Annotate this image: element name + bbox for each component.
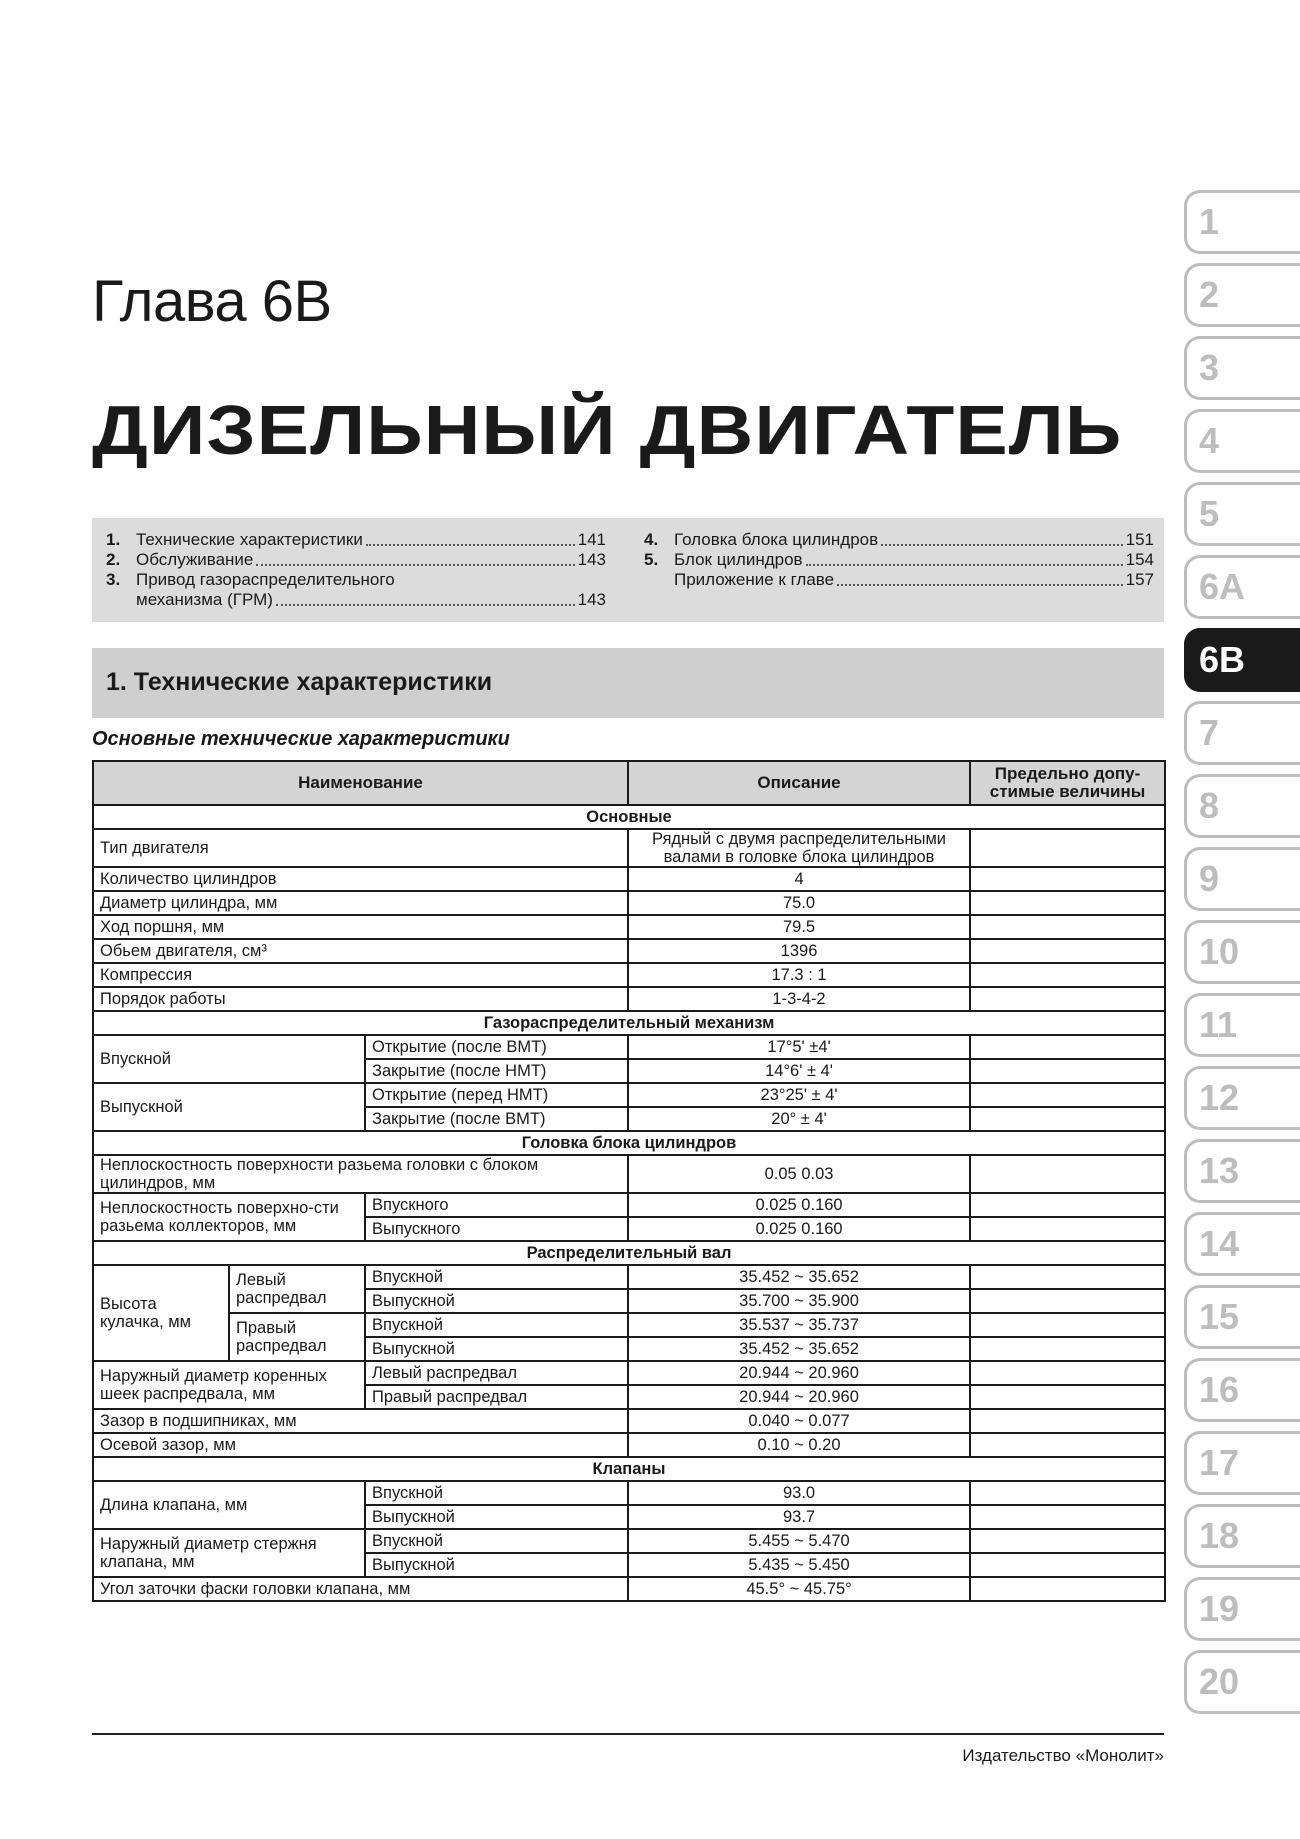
footer-divider bbox=[92, 1733, 1164, 1735]
chapter-tab-20[interactable]: 20 bbox=[1184, 1650, 1300, 1714]
chapter-tab-1[interactable]: 1 bbox=[1184, 190, 1300, 254]
chapter-tab-5[interactable]: 5 bbox=[1184, 482, 1300, 546]
chapter-tab-19[interactable]: 19 bbox=[1184, 1577, 1300, 1641]
toc-item-continuation[interactable]: механизма (ГРМ) 143 bbox=[136, 590, 606, 609]
chapter-tab-12[interactable]: 12 bbox=[1184, 1066, 1300, 1130]
table-row: Диаметр цилиндра, мм 75.0 bbox=[93, 891, 1165, 915]
chapter-tab-9[interactable]: 9 bbox=[1184, 847, 1300, 911]
chapter-tab-6А[interactable]: 6А bbox=[1184, 555, 1300, 619]
chapter-tab-2[interactable]: 2 bbox=[1184, 263, 1300, 327]
chapter-tab-17[interactable]: 17 bbox=[1184, 1431, 1300, 1495]
toc-item[interactable]: 1. Технические характеристики 141 bbox=[106, 530, 606, 549]
chapter-tab-13[interactable]: 13 bbox=[1184, 1139, 1300, 1203]
chapter-tab-6В[interactable]: 6В bbox=[1184, 628, 1300, 692]
table-row: Закрытие (после ВМТ) 20° ± 4' bbox=[93, 1107, 1165, 1131]
table-row: Высота кулачка, мм Левый распредвал Впускной 35.452 ~ 35.652 bbox=[93, 1265, 1165, 1289]
group-header: Газораспределительный механизм bbox=[93, 1011, 1165, 1035]
chapter-tab-10[interactable]: 10 bbox=[1184, 920, 1300, 984]
chapter-tab-7[interactable]: 7 bbox=[1184, 701, 1300, 765]
toc-item[interactable]: 5. Блок цилиндров 154 bbox=[644, 550, 1154, 569]
table-row: Угол заточки фаски головки клапана, мм 45.5° ~ 45.75° bbox=[93, 1577, 1165, 1601]
header-limits: Предельно допу-стимые величины bbox=[970, 761, 1165, 805]
group-header: Головка блока цилиндров bbox=[93, 1131, 1165, 1155]
table-row: Правый распредвал Впускной 35.537 ~ 35.737 bbox=[93, 1313, 1165, 1337]
table-row: Выпускной 5.435 ~ 5.450 bbox=[93, 1553, 1165, 1577]
table-row: Осевой зазор, мм 0.10 ~ 0.20 bbox=[93, 1433, 1165, 1457]
table-row: Правый распредвал 20.944 ~ 20.960 bbox=[93, 1385, 1165, 1409]
table-row: Зазор в подшипниках, мм 0.040 ~ 0.077 bbox=[93, 1409, 1165, 1433]
table-row: Выпускной 35.452 ~ 35.652 bbox=[93, 1337, 1165, 1361]
toc-item[interactable]: 4. Головка блока цилиндров 151 bbox=[644, 530, 1154, 549]
table-row: Обьем двигателя, см³ 1396 bbox=[93, 939, 1165, 963]
section-header bbox=[92, 648, 1164, 718]
table-row: Впускной Открытие (после ВМТ) 17°5' ±4' bbox=[93, 1035, 1165, 1059]
group-header: Основные bbox=[93, 805, 1165, 829]
table-row: Выпускной 35.700 ~ 35.900 bbox=[93, 1289, 1165, 1313]
header-name: Наименование bbox=[93, 761, 628, 805]
table-row: Выпускной Открытие (перед НМТ) 23°25' ± 4' bbox=[93, 1083, 1165, 1107]
table-heading: Основные технические характеристики bbox=[92, 728, 510, 750]
chapter-label: Глава 6В bbox=[92, 269, 332, 334]
chapter-tab-4[interactable]: 4 bbox=[1184, 409, 1300, 473]
table-row: Длина клапана, мм Впускной 93.0 bbox=[93, 1481, 1165, 1505]
table-row: Неплоскостность поверхности разьема головки с блоком цилиндров, мм 0.05 0.03 bbox=[93, 1155, 1165, 1193]
table-row: Компрессия 17.3 : 1 bbox=[93, 963, 1165, 987]
chapter-tab-16[interactable]: 16 bbox=[1184, 1358, 1300, 1422]
table-row: Количество цилиндров 4 bbox=[93, 867, 1165, 891]
table-header-row bbox=[93, 761, 1165, 805]
spec-table bbox=[92, 760, 1166, 1602]
chapter-tab-18[interactable]: 18 bbox=[1184, 1504, 1300, 1568]
chapter-tab-14[interactable]: 14 bbox=[1184, 1212, 1300, 1276]
table-row: Выпускного 0.025 0.160 bbox=[93, 1217, 1165, 1241]
table-row: Наружный диаметр коренных шеек распредвала, мм Левый распредвал 20.944 ~ 20.960 bbox=[93, 1361, 1165, 1385]
table-row: Ход поршня, мм 79.5 bbox=[93, 915, 1165, 939]
chapter-tab-8[interactable]: 8 bbox=[1184, 774, 1300, 838]
table-row: Порядок работы 1-3-4-2 bbox=[93, 987, 1165, 1011]
toc-item[interactable]: 3. Привод газораспределительного bbox=[106, 570, 395, 589]
chapter-tab-11[interactable]: 11 bbox=[1184, 993, 1300, 1057]
group-header: Распределительный вал bbox=[93, 1241, 1165, 1265]
publisher-credit: Издательство «Монолит» bbox=[962, 1746, 1164, 1765]
group-header: Клапаны bbox=[93, 1457, 1165, 1481]
table-row: Наружный диаметр стержня клапана, мм Впускной 5.455 ~ 5.470 bbox=[93, 1529, 1165, 1553]
header-description: Описание bbox=[628, 761, 970, 805]
table-of-contents bbox=[92, 518, 1164, 622]
table-row: Выпускной 93.7 bbox=[93, 1505, 1165, 1529]
table-row: Закрытие (после НМТ) 14°6' ± 4' bbox=[93, 1059, 1165, 1083]
toc-item[interactable]: 2. Обслуживание 143 bbox=[106, 550, 606, 569]
section-title: 1. Технические характеристики bbox=[106, 668, 493, 696]
chapter-tab-3[interactable]: 3 bbox=[1184, 336, 1300, 400]
toc-right-column bbox=[644, 530, 1154, 590]
table-row: Неплоскостность поверхно-сти разьема коллекторов, мм Впускного 0.025 0.160 bbox=[93, 1193, 1165, 1217]
table-row: Тип двигателя Рядный с двумя распределительными валами в головке блока цилиндров bbox=[93, 829, 1165, 867]
chapter-tab-15[interactable]: 15 bbox=[1184, 1285, 1300, 1349]
chapter-title: ДИЗЕЛЬНЫЙ ДВИГАТЕЛЬ bbox=[92, 391, 1123, 469]
toc-left-column bbox=[106, 530, 606, 610]
toc-item[interactable]: Приложение к главе 157 bbox=[674, 570, 1154, 589]
